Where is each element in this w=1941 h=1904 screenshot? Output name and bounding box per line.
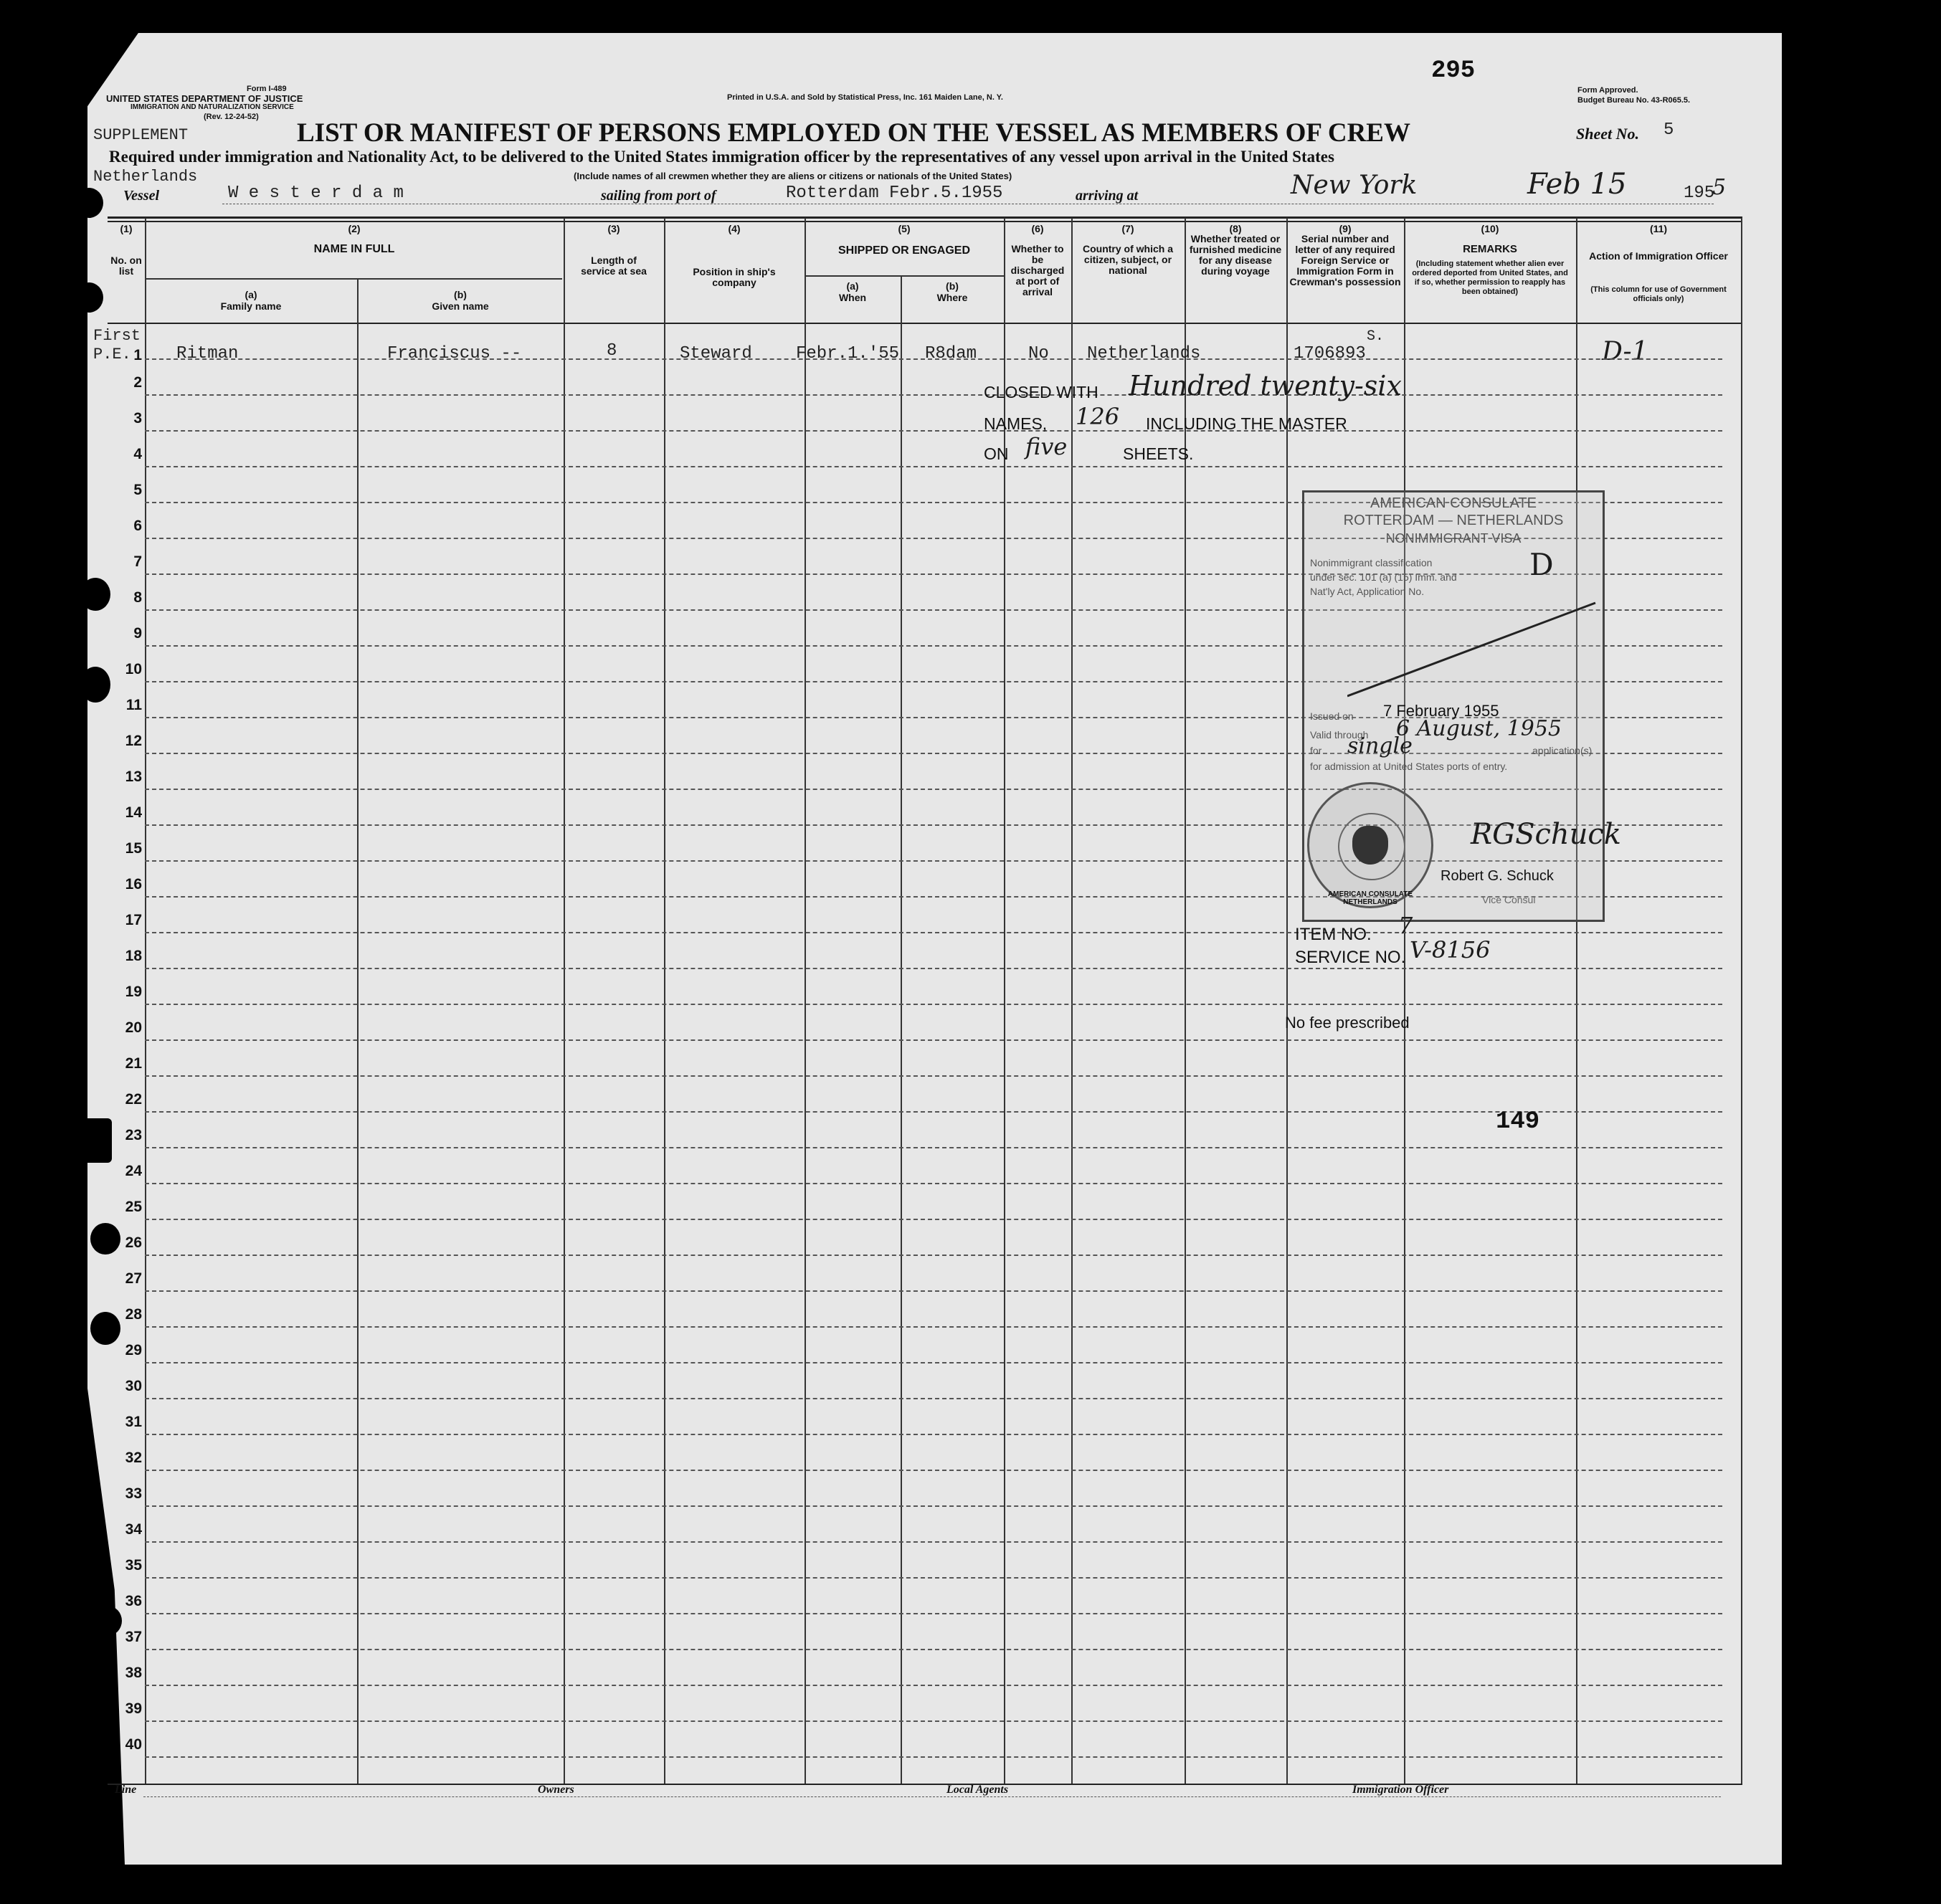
vessel-label: Vessel xyxy=(123,188,159,204)
revision: (Rev. 12-24-52) xyxy=(204,113,259,121)
col-5b-letter: (b) xyxy=(946,280,959,292)
row-number: 6 xyxy=(133,518,142,534)
col-5b-header: Where xyxy=(936,292,968,303)
entry-where: R8dam xyxy=(925,344,977,363)
number-stamp: 149 xyxy=(1496,1108,1540,1136)
row-number: 15 xyxy=(125,840,142,857)
col-9-num: (9) xyxy=(1339,223,1352,234)
row-line xyxy=(145,1756,1722,1758)
footer-line: Line xyxy=(115,1784,137,1796)
page-stamp: 295 xyxy=(1431,57,1476,85)
department: UNITED STATES DEPARTMENT OF JUSTICE xyxy=(106,93,303,104)
col-10-header: REMARKS xyxy=(1463,243,1517,255)
row-line xyxy=(145,1004,1722,1005)
col-5a-header: When xyxy=(838,292,867,303)
row-line xyxy=(145,1039,1722,1041)
col-2a-header: Family name xyxy=(220,300,282,312)
sheets-label: SHEETS. xyxy=(1123,444,1194,463)
row-line xyxy=(145,1434,1722,1435)
page-title: LIST OR MANIFEST OF PERSONS EMPLOYED ON THE VESSEL AS MEMBERS OF CREW xyxy=(297,118,1410,148)
col-3-header: Length of service at sea xyxy=(581,254,647,277)
row-number: 37 xyxy=(125,1629,142,1645)
col-11-note: (This column for use of Government officials only) xyxy=(1590,285,1727,303)
punch-hole xyxy=(80,578,110,611)
voyage-underline xyxy=(222,204,1714,205)
seal-text: AMERICAN CONSULATE NETHERLANDS xyxy=(1327,890,1413,906)
col-6-header: Whether to be discharged at port of arrival xyxy=(1010,243,1065,298)
printer-note: Printed in U.S.A. and Sold by Statistical Press, Inc. 161 Maiden Lane, N. Y. xyxy=(727,93,1003,102)
visa-act-line: Nat'ly Act, Application No. xyxy=(1310,586,1425,597)
entry-country: Netherlands xyxy=(1087,344,1201,363)
punch-hole xyxy=(80,667,110,703)
row-number: 19 xyxy=(125,984,142,1000)
service-value: V-8156 xyxy=(1410,936,1491,963)
col-1-num: (1) xyxy=(120,223,133,234)
row-number: 34 xyxy=(125,1521,142,1538)
entry-family-name: Ritman xyxy=(176,344,239,363)
row-line xyxy=(145,1505,1722,1507)
row-number: 7 xyxy=(133,553,142,570)
row-number: 35 xyxy=(125,1557,142,1574)
col-2b-letter: (b) xyxy=(454,289,467,300)
entry-service: 8 xyxy=(607,341,617,361)
col-5a-letter: (a) xyxy=(846,280,859,292)
entry-given-name: Franciscus -- xyxy=(387,344,522,363)
row-line xyxy=(145,430,1722,432)
entry-prefix: P.E. xyxy=(93,346,131,363)
row-number: 5 xyxy=(133,482,142,498)
row-number: 29 xyxy=(125,1342,142,1358)
item-value: 7 xyxy=(1398,912,1413,939)
on-label: ON xyxy=(984,444,1009,463)
col-1-header: No. on list xyxy=(110,254,142,277)
row-line xyxy=(145,1255,1722,1256)
row-number: 14 xyxy=(125,804,142,821)
col-3-num: (3) xyxy=(607,223,620,234)
form-id: Form I-489 xyxy=(247,85,287,93)
punch-hole xyxy=(76,1118,112,1163)
on-value: five xyxy=(1025,433,1068,460)
sheet-label: Sheet No. xyxy=(1576,125,1639,143)
row-line xyxy=(145,1147,1722,1148)
visa-admission: for admission at United States ports of entry. xyxy=(1310,761,1508,772)
row-line xyxy=(145,1577,1722,1579)
col-2-num: (2) xyxy=(348,223,361,234)
row-number: 9 xyxy=(133,625,142,642)
col-5-header: SHIPPED OR ENGAGED xyxy=(837,244,971,257)
footer-owners: Owners xyxy=(538,1784,574,1796)
row-line xyxy=(145,1362,1722,1363)
row-number: 38 xyxy=(125,1665,142,1681)
row-line xyxy=(145,466,1722,467)
punch-hole xyxy=(75,188,103,218)
arriving-year: 195 xyxy=(1684,184,1715,203)
entry-serial-letter: S. xyxy=(1367,328,1385,345)
col-10-note: (Including statement whether alien ever ordered deported from United States, and if so, whether permission to reapply has been obtained) xyxy=(1412,260,1568,296)
names-value: 126 xyxy=(1076,403,1120,430)
footer-underline xyxy=(143,1796,1721,1798)
col-2-header: NAME IN FULL xyxy=(313,243,395,255)
row-number: 32 xyxy=(125,1450,142,1466)
visa-valid-value: 6 August, 1955 xyxy=(1396,716,1562,741)
visa-class-value: D xyxy=(1529,547,1554,582)
row-line xyxy=(145,932,1722,933)
consulate-seal xyxy=(1307,782,1433,908)
col-8-num: (8) xyxy=(1229,223,1242,234)
include-text: (Include names of all crewmen whether they are aliens or citizens or nationals of the United States) xyxy=(574,171,1012,181)
row-line xyxy=(145,968,1722,969)
col-2b-header: Given name xyxy=(432,300,489,312)
row-number: 25 xyxy=(125,1199,142,1215)
row-number: 36 xyxy=(125,1593,142,1609)
row-line xyxy=(145,1290,1722,1292)
visa-issued-value: 7 February 1955 xyxy=(1383,702,1499,720)
fee-note: No fee prescribed xyxy=(1285,1014,1410,1032)
including-label: INCLUDING THE MASTER xyxy=(1146,414,1347,433)
budget-bureau: Budget Bureau No. 43-R065.5. xyxy=(1577,96,1691,105)
row-number: 39 xyxy=(125,1700,142,1717)
col-8-header: Whether treated or furnished medicine for any disease during voyage xyxy=(1189,233,1282,277)
entry-when: Febr.1.'55 xyxy=(796,344,900,363)
visa-section-line: under sec. 101 (a) (15) Imm. and xyxy=(1310,571,1457,583)
row-number: 17 xyxy=(125,912,142,928)
row-line xyxy=(145,1219,1722,1220)
item-label: ITEM NO. xyxy=(1295,925,1372,944)
col-10-num: (10) xyxy=(1481,223,1499,234)
arriving-year-end: 5 xyxy=(1712,175,1727,200)
row-number: 33 xyxy=(125,1485,142,1502)
row-line xyxy=(145,1685,1722,1686)
row-line xyxy=(145,1183,1722,1184)
row-number: 12 xyxy=(125,733,142,749)
punch-hole xyxy=(75,282,103,313)
col-7-num: (7) xyxy=(1121,223,1134,234)
row-line xyxy=(145,1111,1722,1113)
row-number: 40 xyxy=(125,1736,142,1753)
visa-type: NONIMMIGRANT VISA xyxy=(1385,531,1522,546)
visa-stamp xyxy=(1302,490,1622,922)
row-number: 26 xyxy=(125,1234,142,1251)
row-number: 20 xyxy=(125,1019,142,1036)
names-label: NAMES, xyxy=(984,414,1048,433)
visa-consulate: AMERICAN CONSULATE xyxy=(1370,495,1537,511)
sailing-port: Rotterdam Febr.5.1955 xyxy=(786,184,1003,203)
col-4-header: Position in ship's company xyxy=(693,266,776,288)
seal-emblem xyxy=(1352,826,1388,865)
col-9-header: Serial number and letter of any required Foreign Service or Immigration Form in Crewman's possession xyxy=(1289,233,1401,287)
sheet-number: 5 xyxy=(1664,120,1674,140)
row-number: 31 xyxy=(125,1414,142,1430)
row-line xyxy=(145,1075,1722,1077)
footer-agents: Local Agents xyxy=(946,1784,1009,1796)
row-line xyxy=(145,1649,1722,1650)
arriving-label: arriving at xyxy=(1076,188,1139,204)
visa-city: ROTTERDAM — NETHERLANDS xyxy=(1343,513,1564,528)
row-number: 24 xyxy=(125,1163,142,1179)
required-text: Required under immigration and Nationality Act, to be delivered to the United States immigration officer by the representatives of any vessel upon arrival in the United States xyxy=(109,148,1334,166)
visa-void-line xyxy=(1347,600,1598,700)
signer-title: Vice Consul xyxy=(1482,894,1536,905)
signer-name: Robert G. Schuck xyxy=(1441,868,1554,884)
row-number: 2 xyxy=(133,374,142,391)
row-number: 23 xyxy=(125,1127,142,1143)
sailing-label: sailing from port of xyxy=(601,188,716,204)
row-number: 4 xyxy=(133,446,142,462)
col-11-header: Action of Immigration Officer xyxy=(1589,250,1728,262)
row-number: 8 xyxy=(133,589,142,606)
arriving-place: New York xyxy=(1291,171,1418,200)
row-number: 3 xyxy=(133,410,142,427)
vessel-name: W e s t e r d a m xyxy=(228,184,404,203)
footer-officer: Immigration Officer xyxy=(1352,1784,1449,1796)
closed-label: CLOSED WITH xyxy=(984,383,1098,401)
col-7-header: Country of which a citizen, subject, or national xyxy=(1083,243,1173,276)
visa-issued-label: Issued on xyxy=(1310,710,1354,722)
visa-for-value: single xyxy=(1347,733,1413,758)
col-2a-letter: (a) xyxy=(245,289,257,300)
row-line xyxy=(145,394,1722,396)
row-number: 16 xyxy=(125,876,142,892)
entry-serial: 1706893 xyxy=(1294,344,1366,363)
row-line xyxy=(145,1326,1722,1328)
row-number: 22 xyxy=(125,1091,142,1108)
entry-class-note: First xyxy=(93,327,141,345)
col-4-num: (4) xyxy=(728,223,741,234)
visa-applications: application(s) xyxy=(1532,745,1593,756)
row-number: 28 xyxy=(125,1306,142,1323)
row-line xyxy=(145,358,1722,360)
form-approved: Form Approved. xyxy=(1577,86,1638,95)
col-11-num: (11) xyxy=(1649,223,1668,234)
col-5-num: (5) xyxy=(898,223,911,234)
row-number: 27 xyxy=(125,1270,142,1287)
visa-valid-label: Valid through xyxy=(1310,729,1369,741)
row-number: 11 xyxy=(125,697,142,713)
row-number: 21 xyxy=(125,1055,142,1072)
visa-class-line: Nonimmigrant classification xyxy=(1310,557,1433,568)
entry-position: Steward xyxy=(680,344,752,363)
row-line xyxy=(145,1541,1722,1543)
entry-action: D-1 xyxy=(1602,337,1648,366)
visa-for-label: for xyxy=(1310,745,1322,756)
row-number: 1 xyxy=(133,347,142,363)
col-6-num: (6) xyxy=(1031,223,1044,234)
row-number: 13 xyxy=(125,768,142,785)
flag-country: Netherlands xyxy=(93,168,198,186)
row-line xyxy=(145,1470,1722,1471)
closed-value: Hundred twenty-six xyxy=(1129,370,1402,401)
row-line xyxy=(145,1613,1722,1614)
row-line xyxy=(145,1398,1722,1399)
service-label: SERVICE NO. xyxy=(1295,948,1406,967)
service: IMMIGRATION AND NATURALIZATION SERVICE xyxy=(130,103,294,111)
row-line xyxy=(145,1720,1722,1722)
row-number: 30 xyxy=(125,1378,142,1394)
entry-discharge: No xyxy=(1028,344,1049,363)
row-number: 10 xyxy=(125,661,142,677)
row-number: 18 xyxy=(125,948,142,964)
consul-signature: RGSchuck xyxy=(1471,818,1622,851)
arriving-date: Feb 15 xyxy=(1527,168,1627,201)
supplement-label: SUPPLEMENT xyxy=(93,126,189,144)
